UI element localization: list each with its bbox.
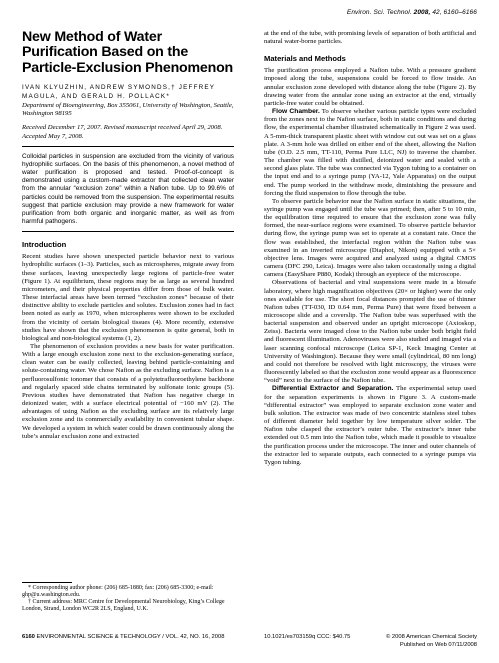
page-number: 6160 [22,634,35,640]
intro-paragraph-2: The phenomenon of exclusion provides a new basis for water purification. With a large enough exclusion zone next to the exclusion-generating surface, clean water can be easily collected, leaving behind particle-containing and solute-containing water. We chose Nafion as the excluding surface. Nafion is a perfluorosulfonic ionomer that consists of a polytetrafluoroethylene backbone and regularly spaced side chains terminated by sulfonate ionic groups (5). Previous studies have demonstrated that Nafion has negative charge in deionized water, with a surface electrical potential of −160 mV (2). The advantages of using Nafion as the excluding surface are its relatively large exclusion zone and its commercially availability in convenient tubular shape. We developed a system in which water could be drawn continuously along the tube’s annular exclusion zone and extracted [22,342,234,440]
abstract-text: Colloidal particles in suspension are excluded from the vicinity of various hydrophilic surfaces. On the basis of this phenomenon, a novel method of water purification is proposed and tested. Proof-of-concept is demonstrated using a custom-made extractor that collected clean water from the annular “exclusion zone” within a Nafion tube. Up to 99.6% of particles could be removed from the suspension. The experimental results suggest that particle exclusion may provide a new framework for water purification from both organic and inorganic matter, as well as from harmful pathogens. [22,152,234,226]
journal-name: Environ. Sci. Technol. [346,9,412,16]
footer-copyright: © 2008 American Chemical Society [386,634,477,640]
footnote-rule [22,582,72,583]
flow-chamber-text: To observe whether various particle types were excluded from the zones next to the Nafion surface, both in static conditions and during flow, the experimental chamber illustrated schematically in Figure 2 was used. A 5-mm-thick transparent plastic sheet with window cut out was set on a glass plate. A 3-mm hole was drilled on either end of the sheet, allowing the Nafion tube (O.D. 2.5 mm, TT-110, Perma Pure LLC, NJ) to traverse the chamber. The chamber was filled with distilled, deionized water and sealed with a second glass plate. The tube was connected via Tygon tubing to a container on the input end and to a syringe pump (YA-12, Yale Apparatus) on the output end. The pump worked in the withdraw mode, diminishing the pressure and forcing the fluid suspension to flow through the tube. [264,108,476,197]
materials-body [264,67,476,467]
section-heading-materials: Materials and Methods [264,54,346,64]
intro-paragraph-1: Recent studies have shown unexpected particle behavior next to various hydrophilic surfaces (1–3). Particles, such as microspheres, migrate away from these surfaces, leaving unexpectedly large regions of particle-free water (Figure 1). At equilibrium, these regions may be as large as several hundred micrometers, and their physical properties differ from those of bulk water. These interfacial areas have been termed “exclusion zones” because of their distinctive ability to exclude particles and solutes. Exclusion zones had in fact been noted as early as 1970, when microspheres were shown to be excluded from the vicinity of certain biological tissues (4). More recently, extensive studies have shown that the exclusion phenomenon is quite general, both in biological and non-biological systems (1, 2). [22,253,234,342]
differential-extractor-text: The experimental setup used for the separation experiments is shown in Figure 3. A custom-made “differential extractor” was employed to separate exclusion zone water and bulk solution. The extractor was made of two concentric stainless steel tubes of different diameter held together by low temperature silver solder. The Nafion tube clasped the extractor’s outer tube. The extractor’s inner tube extended out 0.5 mm into the Nafion tube, which made it possible to visualize the purification process under the microscope. The inner and outer channels of the extractor led to separate outputs, each connected to a syringe pumps via Tygon tubing. [264,385,476,466]
abstract-bottom-rule [22,231,234,232]
section-heading-introduction: Introduction [22,240,67,250]
abstract-top-rule [22,146,234,147]
running-header [347,9,477,16]
footnotes [22,582,234,613]
author-list: IVAN KLYUZHIN, ANDREW SYMONDS,† JEFFREY MAGULA, AND GERALD H. POLLACK* [22,84,216,100]
mm-paragraph-3: To observe particle behavior near the Nafion surface in static situations, the syringe pump was engaged until the tube was primed; then, after 5 to 10 min, the equilibration time required to ensure that the exclusion zone was fully formed, the near-surface regions were examined. To observe particle behavior during flow, the syringe pump was set to operate at a constant rate. Once the flow was established, the interfacial region within the Nafion tube was examined in an inverted microscope (Diaphot, Nikon) equipped with a 5× objective lens. Images were acquired and analyzed using a digital CMOS camera (DFC 290, Leica). Images were also taken occasionally using a digital camera (EasyShare P880, Kodak) through an eyepiece of the microscope. [264,197,476,279]
intro-continuation: at the end of the tube, with promising levels of separation of both artificial and natural water-borne particles. [264,30,476,46]
footer-doi: 10.1021/es703159q CCC: $40.75 [264,634,351,640]
runin-differential-extractor: Differential Extractor and Separation. [272,385,394,393]
mm-paragraph-1: The purification process employed a Nafion tube. With a pressure gradient imposed along the tube, suspensions could be forced to flow inside. An annular exclusion zone developed with distance along the tube (Figure 2). By drawing water from the annular zone using an extractor at the end, virtually particle-free water could be obtained. [264,67,476,107]
journal-pages: 42, 6160–6166 [432,9,477,16]
received-dates: Received December 17, 2007. Revised manuscript received April 29, 2008. Accepted May 7, 2008. [22,124,223,140]
runin-flow-chamber: Flow Chamber. [272,108,320,116]
right-column [264,30,476,467]
left-column [22,30,234,441]
journal-year: 2008, [413,9,431,16]
article-title: New Method of Water Purification Based on the Particle-Exclusion Phenomenon [22,29,234,76]
mm-paragraph-extractor [264,385,476,467]
introduction-body [22,253,234,441]
footnote-corresponding: * Corresponding author phone: (206) 685-1880; fax: (206) 685-3300; e-mail: ghp@u.washington.edu. [22,585,214,598]
footer-published: Published on Web 07/11/2008 [399,642,477,648]
abstract [22,153,234,226]
footer-journal: ENVIRONMENTAL SCIENCE & TECHNOLOGY / VOL. 42, NO. 16, 2008 [36,634,225,640]
mm-paragraph-4: Observations of bacterial and viral suspensions were made in a biosafe laboratory, where high magnification objectives (20× or higher) were the only ones available for use. The short focal distances prompted the use of thinner Nafion tubes (TT-030, ID 0.64 mm, Perma Pure) that were fixed between a microscope slide and a coverslip. The Nafion tube was superfused with the bacterial suspension and observed under an upright microscope (Axioskop, Zeiss). Bacteria were imaged close to the Nafion tube under both bright field and fluorescent illumination. Adenoviruses were also studied and imaged via a laser scanning confocal microscope (Leica SP-1, Keck Imaging Center at University of Washington). Because they were small (cylindrical, 80 nm long) and could not therefore be resolved with light microscopy, the viruses were fluorescently labeled so that the exclusion zone would appear as a fluorescence “void” next to the surface of the Nafion tube. [264,279,476,385]
footer-journal-line [22,634,224,640]
right-body [264,30,476,46]
footnote-current-address: † Current address: MRC Centre for Developmental Neurobiology, King’s College London, Strand, London WC2R 2LS, England, U.K. [22,599,225,612]
mm-paragraph-flow [264,108,476,198]
affiliation: Department of Bioengineering, Box 355061, University of Washington, Seattle, Washington 98195 [22,102,234,118]
